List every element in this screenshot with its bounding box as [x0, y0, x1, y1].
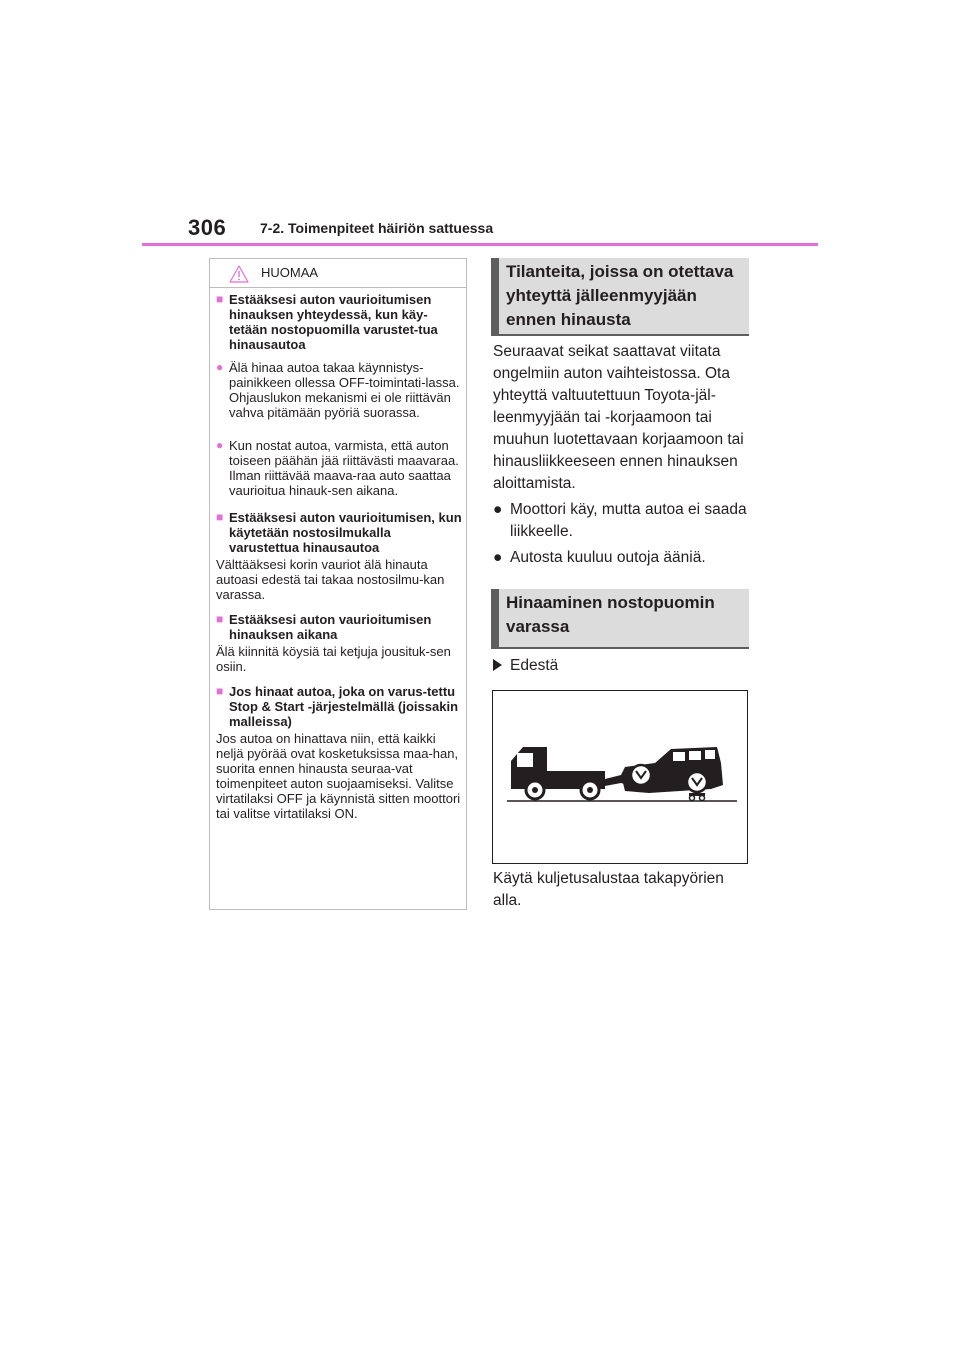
caution-bullet: ● Älä hinaa autoa takaa käynnistys-painikkeen ollessa OFF-toimintati-lassa. Ohjauslukon mekanismi ei ole riittävän vahva pitämään pyöriä suorassa. [216, 360, 460, 420]
caution-bullet: ● Kun nostat autoa, varmista, että auton toiseen päähän jää riittävästi maavaraa. Ilman riittävää maava-raa auto saattaa vaurioitua hinauk-sen aikana. [216, 438, 459, 498]
caution-paragraph: Jos autoa on hinattava niin, että kaikki neljä pyörää ovat kosketuksissa maa-han, suorita ennen hinausta seuraa-vat toimenpiteet auton suojaamiseksi. Valitse virtatilaksi OFF ja käynnistä sitten moottori tai valitse virtatilaksi ON. [216, 731, 461, 821]
caution-heading: ■ Estääksesi auton vaurioitumisen hinauksen aikana [216, 612, 432, 642]
triangle-arrow-icon [493, 659, 502, 671]
caution-body [216, 292, 462, 831]
square-marker-icon: ■ [216, 684, 224, 698]
caution-heading: ■ Jos hinaat autoa, joka on varus-tettu Stop & Start -järjestelmällä (joissakin malleissa) [216, 684, 459, 729]
bullet-icon: ● [216, 360, 224, 374]
bullet-icon: ● [493, 501, 503, 518]
caution-paragraph: Välttääksesi korin vauriot älä hinauta autoasi edestä tai takaa nostosilmu-kan varassa. [216, 557, 445, 602]
caution-paragraph: Älä kiinnitä köysiä tai ketjuja jousituk-sen osiin. [216, 644, 451, 674]
section-heading: 7-2. Toimenpiteet häiriön sattuessa [260, 220, 494, 236]
square-marker-icon: ■ [216, 510, 224, 524]
list-item: ● Autosta kuuluu outoja ääniä. [493, 547, 753, 569]
header-rule [142, 243, 818, 246]
bullet-icon: ● [493, 549, 503, 566]
warning-triangle-icon [229, 265, 249, 283]
square-marker-icon: ■ [216, 612, 224, 626]
tow-truck-lifting-front-icon [493, 691, 747, 863]
caution-heading: ■ Estääksesi auton vaurioitumisen, kun käytetään nostosilmukalla varustettua hinausautoa [216, 510, 462, 555]
subheading: Edestä [493, 656, 558, 676]
page-number: 306 [188, 215, 227, 240]
section-title-towing: Hinaaminen nostopuomin varassa [491, 589, 749, 649]
illustration-caption: Käytä kuljetusalustaa takapyörien alla. [493, 870, 724, 909]
section-body: Seuraavat seikat saattavat viitata ongelmiin auton vaihteistossa. Ota yhteyttä valtuutettuun Toyota-jäl-leenmyyjään tai -korjaamoon tai muuhun luotettavaan korjaamoon tai hinausliikkeeseen ennen hinauksen aloittamista. [493, 343, 744, 492]
square-marker-icon: ■ [216, 292, 224, 306]
section-title-contact: Tilanteita, joissa on otettava yhteyttä jälleenmyyjään ennen hinausta [491, 258, 749, 336]
caution-box [209, 258, 467, 910]
caution-heading: ■ Estääksesi auton vaurioitumisen hinauksen yhteydessä, kun käy-tetään nostopuomilla varustet-tua hinausautoa [216, 292, 438, 352]
list-item: ● Moottori käy, mutta autoa ei saada liikkeelle. [493, 501, 747, 540]
bullet-icon: ● [216, 438, 224, 452]
caution-header [210, 259, 466, 288]
caution-title: HUOMAA [261, 265, 319, 280]
illustration-frame [492, 690, 748, 864]
